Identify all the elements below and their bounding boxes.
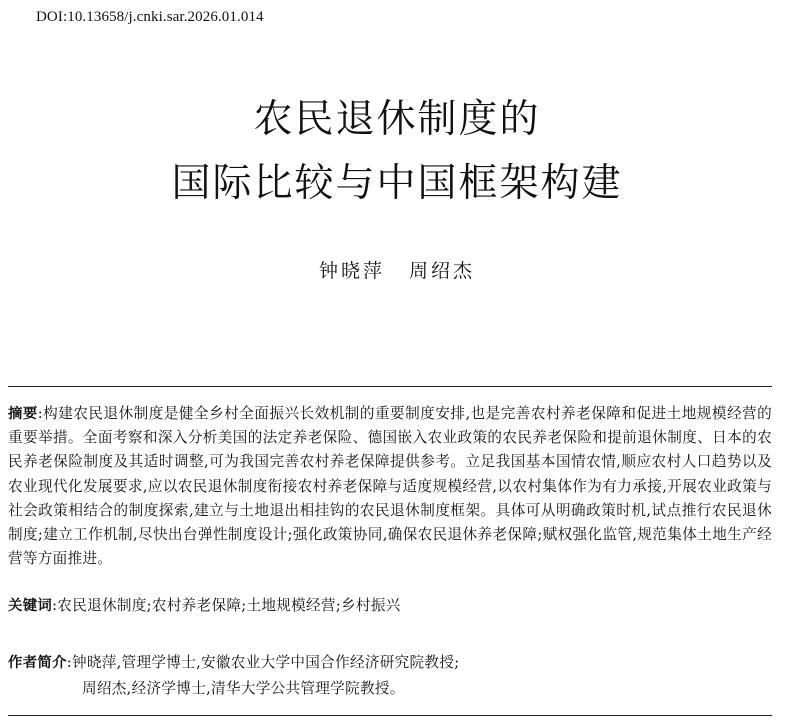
abstract-label: 摘要 — [8, 406, 38, 422]
author-bio-line2: 周绍杰,经济学博士,清华大学公共管理学院教授。 — [82, 680, 405, 697]
author-bio — [8, 650, 772, 702]
abstract — [8, 402, 772, 571]
author-bio-separator: : — [66, 654, 72, 671]
keywords — [8, 594, 772, 618]
article-title-line1: 农民退休制度的 — [253, 97, 541, 142]
bottom-divider — [8, 715, 772, 716]
author-list — [0, 256, 794, 283]
author-bio-label: 作者简介 — [8, 655, 67, 671]
author-bio-line1: 钟晓萍,管理学博士,安徽农业大学中国合作经济研究院教授; — [71, 654, 460, 671]
keywords-label: 关键词 — [8, 598, 53, 614]
abstract-separator: : — [37, 405, 43, 422]
doi: DOI:10.13658/j.cnki.sar.2026.01.014 — [36, 9, 264, 25]
article-title-line2: 国际比较与中国框架构建 — [171, 161, 623, 206]
keywords-text: 农民退休制度;农村养老保障;土地规模经营;乡村振兴 — [57, 597, 401, 614]
keywords-separator: : — [52, 597, 58, 614]
abstract-text: 构建农民退休制度是健全乡村全面振兴长效机制的重要制度安排,也是完善农村养老保障和促进土地规模经营的重要举措。全面考察和深入分析美国的法定养老保险、德国嵌入农业政策的农民养老保险和提前退休制度、日本的农民养老保险制度及其适时调整,可为我国完善农村养老保障提供参考。立足我国基本国情农情,顺应农村人口趋势以及农业现代化发展要求,应以农民退休制度衔接农村养老保障与适度规模经营,以农村集体作为有力承接,开展农业政策与社会政策相结合的制度探索,建立与土地退出相挂钩的农民退休制度框架。具体可从明确政策时机,试点推行农民退休制度;建立工作机制,尽快出台弹性制度设计;强化政策协同,确保农民退休养老保障;赋权强化监管,规范集体土地生产经营等方面推进。 — [8, 405, 772, 568]
author-name: 钟晓萍 — [318, 260, 385, 282]
top-divider — [8, 386, 772, 387]
author-name: 周绍杰 — [409, 260, 476, 282]
